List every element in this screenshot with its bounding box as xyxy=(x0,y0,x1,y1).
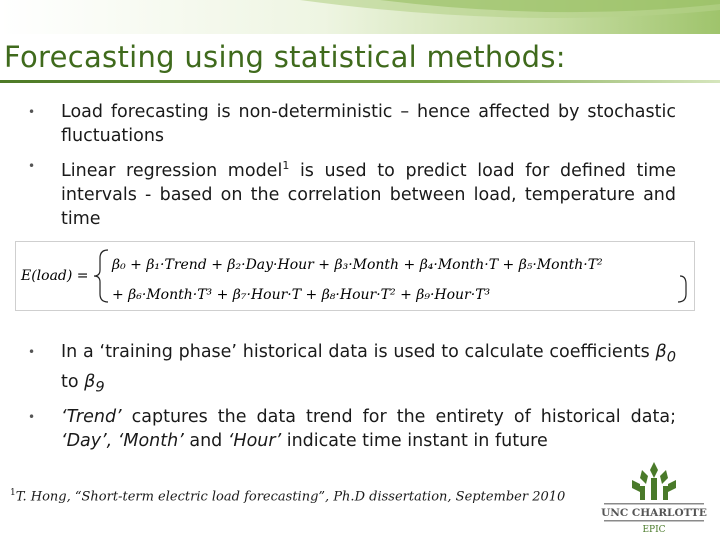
left-brace xyxy=(94,250,108,302)
bullet-text: Load forecasting is non-deterministic – hence affected by stochastic fluctuations xyxy=(61,102,676,146)
bullet-text: Linear regression model xyxy=(61,160,283,181)
term-trend: ‘Trend’ xyxy=(61,407,122,427)
citation-footnote xyxy=(10,488,565,504)
slide-title: Forecasting using statistical methods: xyxy=(4,40,566,74)
logo-text-uncc: UNC CHARLOTTE xyxy=(601,507,707,519)
bullet-list-top xyxy=(28,100,676,237)
equation-line-2: + β₆·Month·T³ + β₇·Hour·T + β₈·Hour·T² + β₉·Hour·T³ xyxy=(112,287,491,303)
bullet-item xyxy=(28,100,676,148)
term-day-month: ‘Day’, ‘Month’ xyxy=(61,431,184,451)
bullet-marker: • xyxy=(28,159,36,173)
bullet-marker: • xyxy=(28,410,36,424)
bullet-text-cont: to xyxy=(61,371,85,392)
footnote-ref: 1 xyxy=(282,159,290,172)
header-swoosh xyxy=(0,0,720,40)
bullet-item xyxy=(28,405,676,453)
equation-line-1: β₀ + β₁·Trend + β₂·Day·Hour + β₃·Month + β₄·Month·T + β₅·Month·T² xyxy=(112,257,603,273)
equation-lhs: E(load) = xyxy=(21,268,89,284)
regression-equation xyxy=(15,241,695,311)
coef-subscript: 0 xyxy=(666,348,676,366)
bullet-text-end: indicate time instant in future xyxy=(281,431,548,451)
coef-symbol: β xyxy=(655,342,667,362)
logo-text-epic: EPIC xyxy=(642,525,666,535)
title-underline xyxy=(0,80,720,83)
bullet-text: captures the data trend for the entirety of historical data; xyxy=(121,407,676,427)
bullet-list-bottom xyxy=(28,340,676,459)
bullet-text-cont: and xyxy=(183,431,228,451)
bullet-text: In a ‘training phase’ historical data is used to calculate coefficients xyxy=(61,342,656,362)
bullet-marker: • xyxy=(28,345,36,359)
bullet-text-cont: is used to predict load for defined time intervals - based on the correlation between load, temperature and time xyxy=(61,160,677,229)
bullet-item xyxy=(28,340,676,399)
coef-symbol: β xyxy=(84,371,96,392)
footnote-number: 1 xyxy=(10,488,16,498)
term-hour: ‘Hour’ xyxy=(227,431,282,451)
coef-subscript: 9 xyxy=(95,378,105,395)
footnote-text: T. Hong, “Short-term electric load forecasting”, Ph.D dissertation, September 2010 xyxy=(15,489,566,505)
right-brace xyxy=(678,276,686,302)
bullet-marker: • xyxy=(28,105,36,119)
bullet-item xyxy=(28,154,676,231)
unc-charlotte-epic-logo xyxy=(598,456,710,536)
